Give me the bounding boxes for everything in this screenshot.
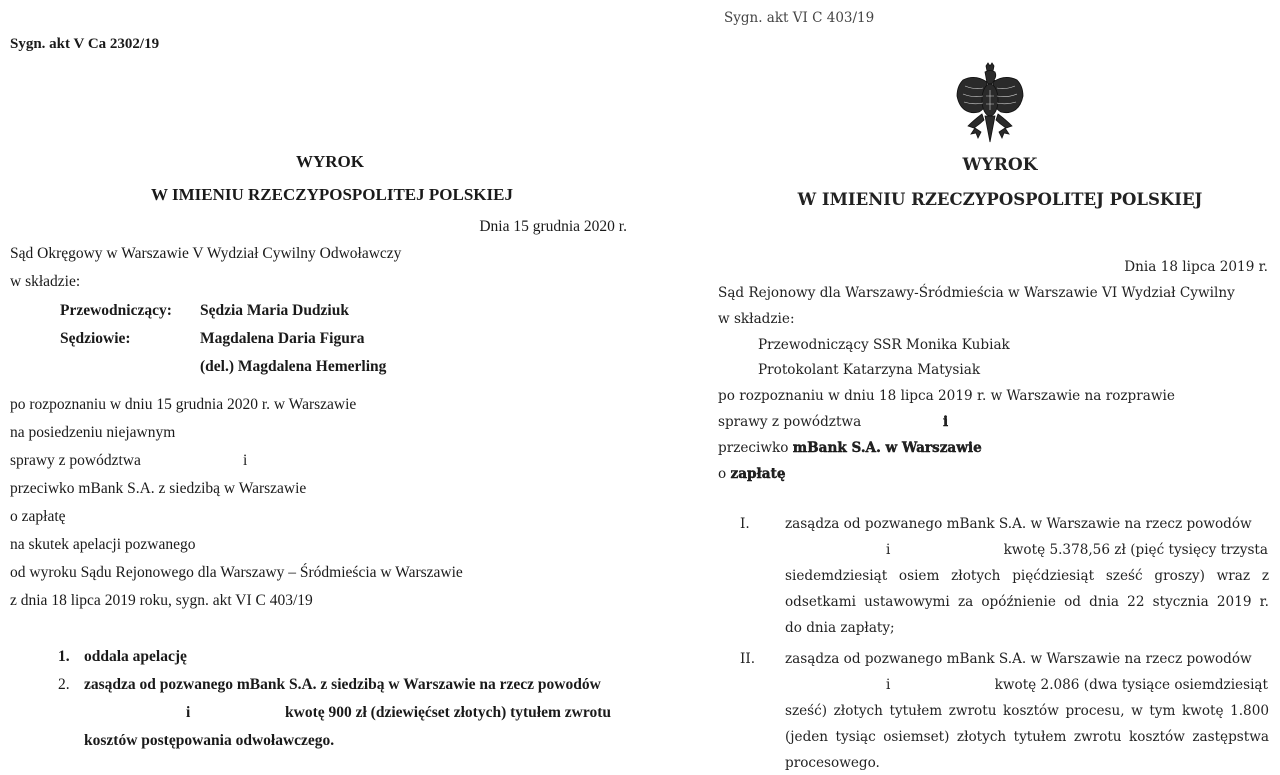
subject-prefix: o [718, 466, 727, 482]
ruling-text: odsetkami ustawowymi za opóźnienie od dnia 22 stycznia 2019 r. [785, 594, 1269, 610]
ruling-number: 1. [58, 648, 70, 665]
ruling-number: 2. [58, 676, 70, 693]
ruling-text: kwotę 900 zł (dziewięćset złotych) tytułem zwrotu [285, 704, 611, 721]
ruling-text: zasądza od pozwanego mBank S.A. w Warszawie na rzecz powodów [785, 516, 1252, 532]
body-line: z dnia 18 lipca 2019 roku, sygn. akt VI C 403/19 [10, 592, 313, 609]
ruling-text: sześć) złotych tytułem zwrotu kosztów procesu, w tym kwotę 1.800 [785, 703, 1269, 719]
judgment-date: Dnia 18 lipca 2019 r. [1124, 259, 1268, 275]
ruling-text: siedemdziesiąt osiem złotych pięćdziesiąt sześć groszy) wraz z [785, 568, 1269, 584]
polish-eagle-emblem-icon [955, 62, 1025, 148]
ruling-text: kosztów postępowania odwoławczego. [84, 732, 335, 749]
judgment-subtitle: W IMIENIU RZECZYPOSPOLITEJ POLSKIEJ [151, 185, 513, 204]
body-line: na posiedzeniu niejawnym [10, 424, 176, 441]
judgment-subtitle: W IMIENIU RZECZYPOSPOLITEJ POLSKIEJ [797, 190, 1203, 209]
ruling-number: I. [740, 516, 750, 532]
body-line: po rozpoznaniu w dniu 15 grudnia 2020 r. w Warszawie [10, 396, 357, 413]
ruling-text: procesowego. [785, 755, 880, 771]
case-signature: Sygn. akt VI C 403/19 [724, 10, 875, 26]
panel-role: Sędziowie: [60, 330, 131, 347]
body-line: o zapłatę [10, 508, 66, 525]
composition-label: w składzie: [10, 273, 81, 290]
panel-member: Protokolant Katarzyna Matysiak [758, 362, 981, 378]
against-prefix: przeciwko [718, 440, 789, 456]
judgment-title: WYROK [296, 152, 364, 171]
party-conjunction: i [886, 542, 891, 558]
first-instance-judgment-document [700, 0, 1280, 775]
panel-role: Przewodniczący: [60, 302, 172, 319]
against-line [718, 440, 982, 456]
judgment-date: Dnia 15 grudnia 2020 r. [479, 218, 627, 235]
body-line: przeciwko mBank S.A. z siedzibą w Warszawie [10, 480, 307, 497]
subject-line [718, 466, 786, 482]
party-conjunction: i [243, 452, 248, 469]
judgment-title: WYROK [962, 155, 1038, 175]
ruling-text: (jeden tysiąc osiemset) złotych tytułem zwrotu kosztów zastępstwa [785, 729, 1269, 745]
panel-name: Magdalena Daria Figura [200, 330, 365, 347]
body-line: na skutek apelacji pozwanego [10, 536, 196, 553]
ruling-number: II. [740, 651, 756, 667]
ruling-text: zasądza od pozwanego mBank S.A. w Warszawie na rzecz powodów [785, 651, 1252, 667]
court-name: Sąd Okręgowy w Warszawie V Wydział Cywilny Odwoławczy [10, 245, 402, 262]
court-name: Sąd Rejonowy dla Warszawy-Śródmieścia w Warszawie VI Wydział Cywilny [718, 285, 1235, 301]
ruling-text: do dnia zapłaty; [785, 620, 895, 636]
body-line: sprawy z powództwa [10, 452, 141, 469]
ruling-text: kwotę 5.378,56 zł (pięć tysięcy trzysta [1003, 542, 1268, 558]
panel-name: Sędzia Maria Dudziuk [200, 302, 349, 319]
party-conjunction: i [886, 677, 891, 693]
claim-line: sprawy z powództwa [718, 414, 862, 430]
ruling-text: oddala apelację [84, 648, 187, 665]
ruling-text: zasądza od pozwanego mBank S.A. z siedzibą w Warszawie na rzecz powodów [84, 676, 601, 693]
body-line: od wyroku Sądu Rejonowego dla Warszawy – Śródmieścia w Warszawie [10, 564, 463, 581]
panel-member: Przewodniczący SSR Monika Kubiak [758, 337, 1010, 353]
composition-label: w składzie: [718, 311, 795, 327]
ruling-text: kwotę 2.086 (dwa tysiące osiemdziesiąt [994, 677, 1268, 693]
hearing-line: po rozpoznaniu w dniu 18 lipca 2019 r. w Warszawie na rozprawie [718, 388, 1175, 404]
panel-name: (del.) Magdalena Hemerling [200, 358, 387, 375]
defendant-name: mBank S.A. w Warszawie [792, 440, 982, 456]
party-conjunction: i [186, 704, 191, 721]
case-signature: Sygn. akt V Ca 2302/19 [10, 36, 160, 52]
party-conjunction: i [943, 414, 949, 430]
subject: zapłatę [730, 466, 786, 482]
